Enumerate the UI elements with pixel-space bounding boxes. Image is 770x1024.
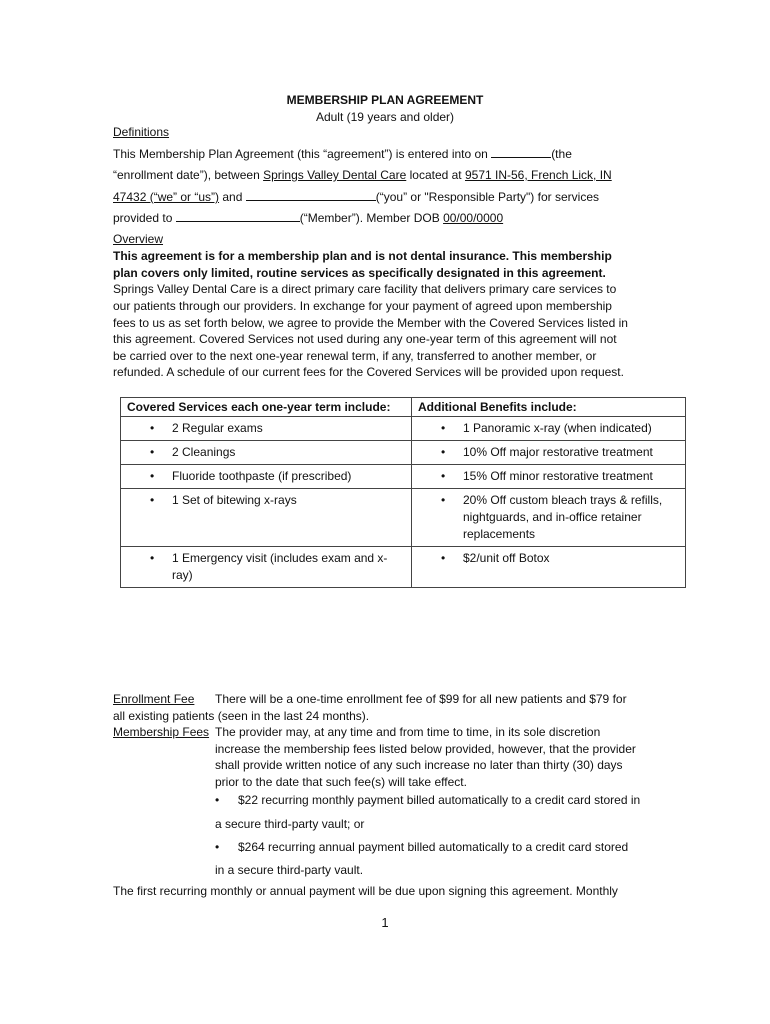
membership-fees-line: prior to the date that such fee(s) will take effect. (215, 775, 467, 789)
practice-name: Springs Valley Dental Care (263, 168, 407, 182)
bullet-icon: • (441, 469, 446, 483)
bullet-icon: • (441, 421, 446, 435)
overview-heading: Overview (113, 232, 164, 246)
overview-line: fees to us as set forth below, we agree to provide the Member with the Covered Services listed in (113, 316, 628, 330)
overview-line: our patients through our providers. In exchange for your payment of agreed upon membership (113, 299, 612, 313)
definitions-heading: Definitions (113, 125, 170, 139)
practice-address-line-2: 47432 (“we” or “us”) (113, 190, 220, 204)
overview-line: Springs Valley Dental Care is a direct primary care facility that delivers primary care services to (113, 282, 617, 296)
covered-service: 1 Emergency visit (includes exam and x-ray) (172, 551, 388, 582)
additional-benefit: 20% Off custom bleach trays & refills, nightguards, and in-office retainer replacements (463, 493, 663, 541)
table-row (121, 465, 686, 489)
bullet-icon: • (441, 551, 446, 565)
payment-option-monthly: $22 recurring monthly payment billed automatically to a credit card stored in (238, 793, 641, 807)
covered-service: 2 Regular exams (172, 421, 263, 435)
document-subtitle: Adult (19 years and older) (315, 110, 455, 124)
table-row (121, 441, 686, 465)
overview-line: refunded. A schedule of our current fees for the Covered Services will be provided upon request. (113, 365, 624, 379)
table-row (121, 489, 686, 547)
covered-service: Fluoride toothpaste (if prescribed) (172, 469, 352, 483)
additional-benefit: $2/unit off Botox (463, 551, 550, 565)
bullet-icon: • (441, 445, 446, 459)
member-name-blank[interactable] (176, 210, 300, 222)
overview-bold-line-2: plan covers only limited, routine services as specifically designated in this agreement. (113, 266, 606, 280)
definitions-line-1: This Membership Plan Agreement (this “agreement”) is entered into on (the (113, 147, 572, 161)
enrollment-fee-text-2: all existing patients (seen in the last 24 months). (113, 709, 370, 723)
table-row (121, 417, 686, 441)
payment-option-annual: $264 recurring annual payment billed automatically to a credit card stored (238, 840, 629, 854)
table-row (121, 547, 686, 588)
definitions-line-2: “enrollment date”), between Springs Valley Dental Care located at 9571 IN-56, French Lick, IN (113, 168, 612, 182)
enrollment-fee-label: Enrollment Fee (113, 692, 195, 706)
enrollment-fee-text-1: There will be a one-time enrollment fee of $99 for all new patients and $79 for (215, 692, 627, 706)
membership-fees-label: Membership Fees (113, 725, 210, 739)
document-title: MEMBERSHIP PLAN AGREEMENT (286, 93, 484, 107)
overview-line: be carried over to the next one-year renewal term, if any, transferred to another member, or (113, 349, 597, 363)
member-dob: 00/00/0000 (443, 211, 504, 225)
bullet-icon: • (150, 493, 155, 507)
membership-fees-line: increase the membership fees listed below provided, however, that the provider (215, 742, 636, 756)
bullet-icon: • (150, 469, 155, 483)
page-number: 1 (381, 915, 389, 930)
definitions-line-4: provided to (“Member”). Member DOB 00/00/0000 (113, 211, 504, 225)
enrollment-date-blank[interactable] (491, 146, 551, 158)
covered-service: 2 Cleanings (172, 445, 236, 459)
payment-option-monthly-cont: a secure third-party vault; or (215, 817, 365, 831)
membership-fees-line: shall provide written notice of any such increase no later than thirty (30) days (215, 758, 623, 772)
payment-option-annual-cont: in a secure third-party vault. (215, 863, 364, 877)
bullet-icon: • (150, 421, 155, 435)
bullet-icon: • (441, 493, 446, 507)
bullet-icon: • (150, 551, 155, 565)
additional-benefits-header: Additional Benefits include: (412, 398, 686, 417)
closing-line: The first recurring monthly or annual payment will be due upon signing this agreement. Monthly (113, 884, 618, 898)
table-header-row (121, 398, 686, 417)
overview-bold-line-1: This agreement is for a membership plan and is not dental insurance. This membership (113, 249, 612, 263)
covered-service: 1 Set of bitewing x-rays (172, 493, 297, 507)
overview-line: this agreement. Covered Services not used during any one-year term of this agreement will not (113, 332, 617, 346)
responsible-party-blank[interactable] (246, 189, 376, 201)
bullet-icon: • (150, 445, 155, 459)
additional-benefit: 1 Panoramic x-ray (when indicated) (463, 421, 652, 435)
additional-benefit: 15% Off minor restorative treatment (463, 469, 653, 483)
covered-services-header: Covered Services each one-year term include: (121, 398, 412, 417)
membership-fees-line: The provider may, at any time and from time to time, in its sole discretion (215, 725, 601, 739)
bullet-icon: • (215, 793, 220, 807)
additional-benefit: 10% Off major restorative treatment (463, 445, 653, 459)
practice-address-line-1: 9571 IN-56, French Lick, IN (464, 168, 612, 182)
services-table (120, 397, 686, 588)
definitions-line-3: 47432 (“we” or “us”) and (“you” or "Responsible Party") for services (113, 190, 599, 204)
bullet-icon: • (215, 840, 220, 854)
